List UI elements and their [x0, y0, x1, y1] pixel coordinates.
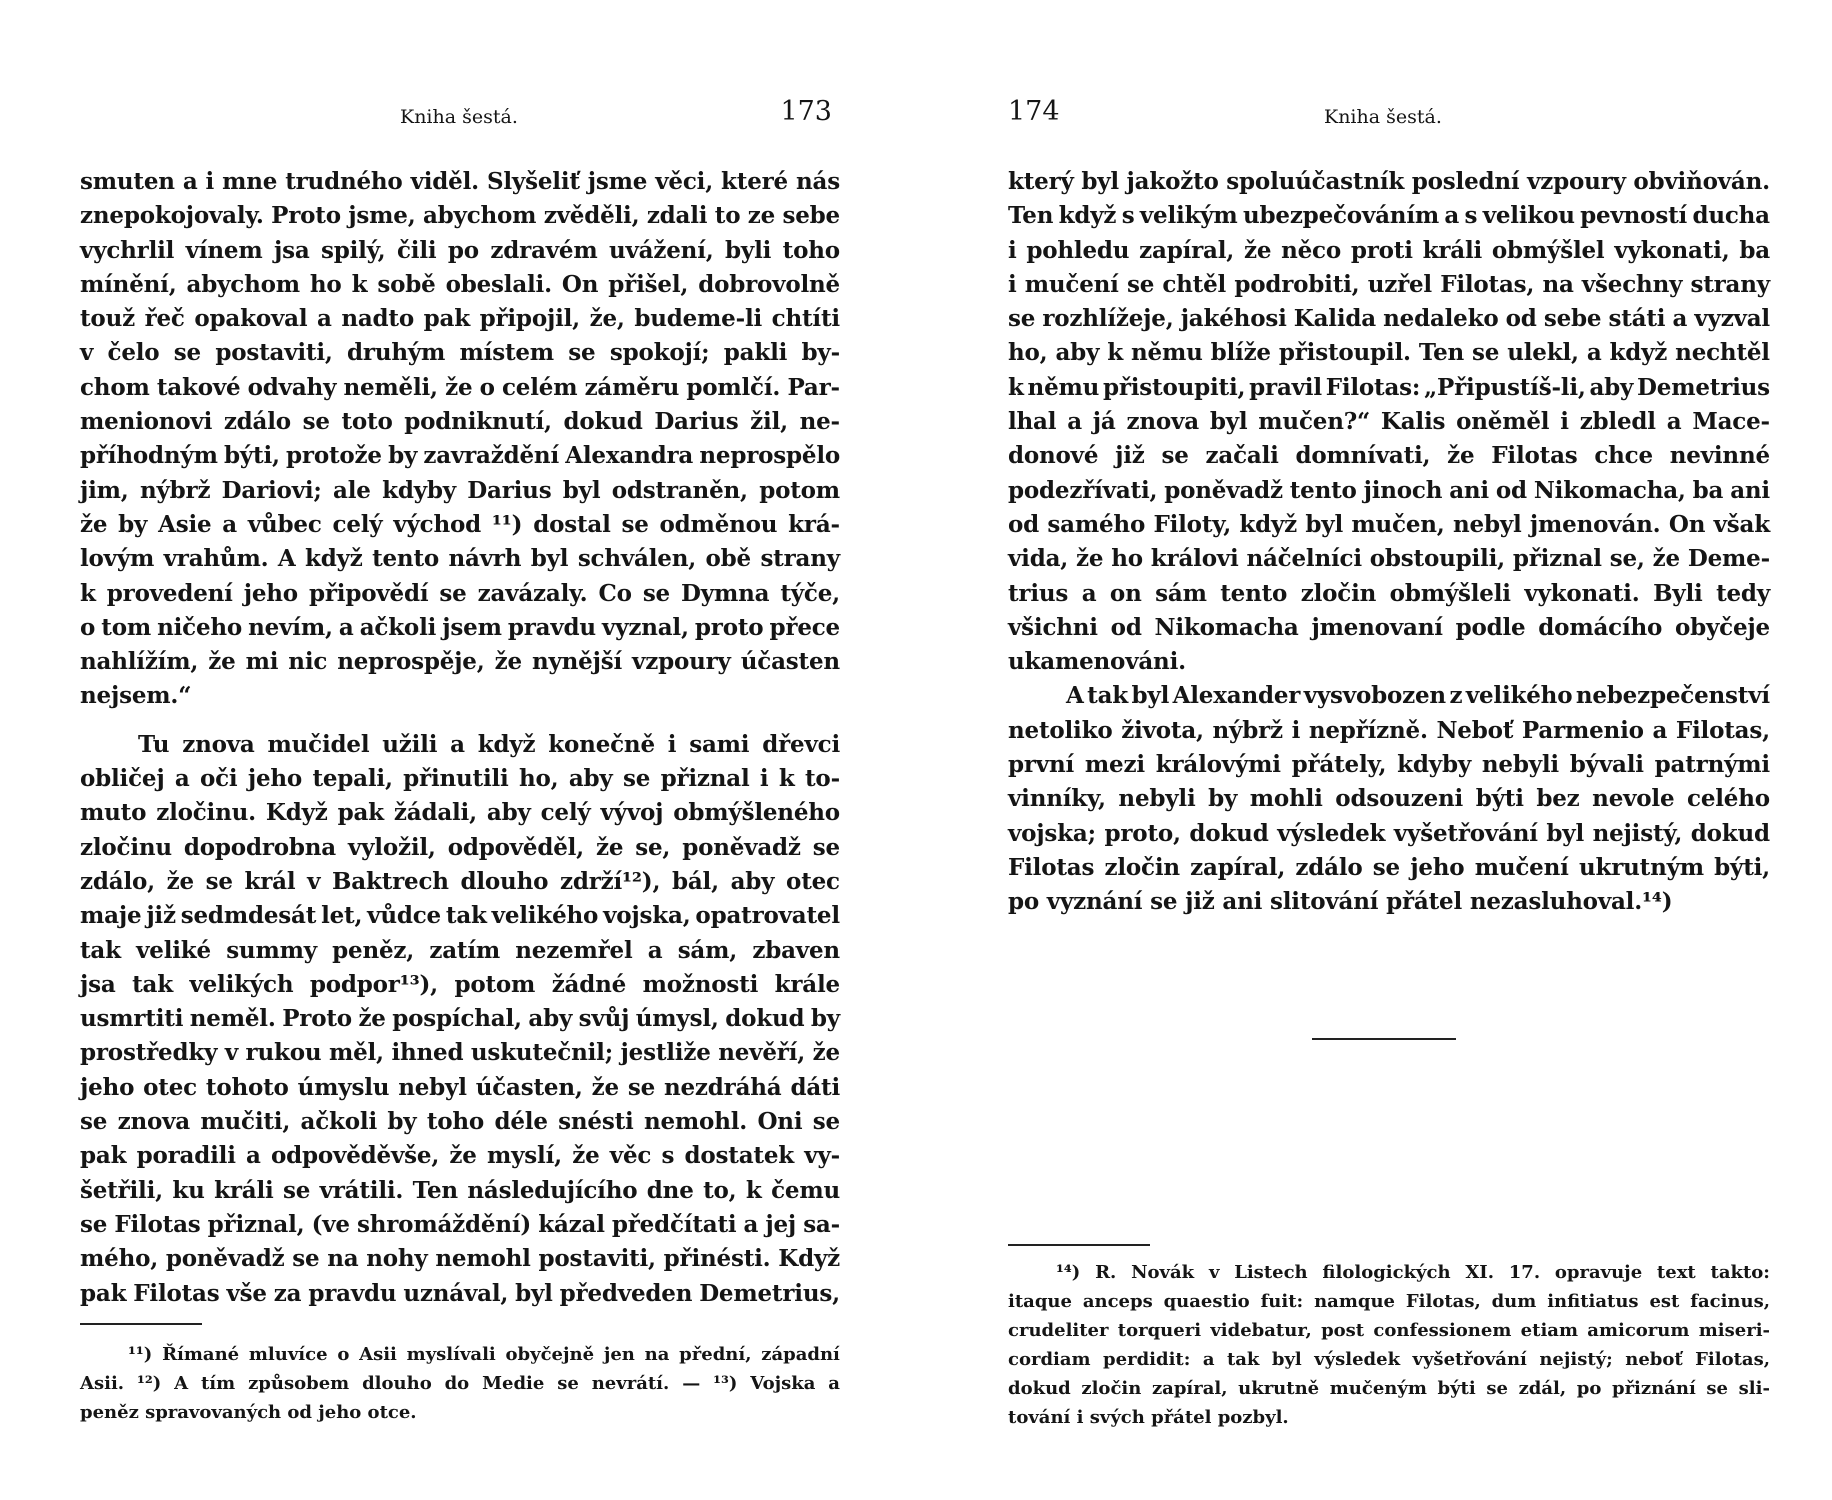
- text-line: trius a on sám tento zločin obmýšleli vykonati. Byli tedy: [1008, 579, 1770, 607]
- text-line: znepokojovaly. Proto jsme, abychom zvěděli, zdali to ze sebe: [80, 202, 840, 230]
- text-line: lhal a já znova byl mučen?“ Kalis oněměl i zbledl a Mace-: [1008, 408, 1770, 436]
- text-line: k provedení jeho připovědí se zavázaly. Co se Dymna týče,: [80, 579, 840, 607]
- text-line: ukamenováni.: [1008, 648, 1186, 676]
- text-line: netoliko života, nýbrž i nepřízně. Neboť Parmenio a Filotas,: [1008, 716, 1770, 744]
- text-line: i mučení se chtěl podrobiti, uzřel Filotas, na všechny strany: [1008, 270, 1770, 298]
- text-line: i pohledu zapíral, že něco proti králi obmýšlel vykonati, ba: [1008, 236, 1770, 264]
- left-page: [80, 0, 840, 1500]
- text-line: vinníky, nebyli by mohli odsouzeni býti bez nevole celého: [1008, 785, 1770, 813]
- footnote-line: ¹¹) Římané mluvíce o Asii myslívali obyčejně jen na přední, západní: [128, 1344, 840, 1365]
- paragraph: [1008, 165, 1770, 679]
- text-line: zdálo, že se král v Baktrech dlouho zdrží¹²), bál, aby otec: [80, 867, 840, 895]
- left-page-body: [80, 165, 840, 1311]
- text-line: o tom ničeho nevím, a ačkoli jsem pravdu vyznal, proto přece: [80, 613, 840, 641]
- text-line: nahlížím, že mi nic neprospěje, že nynější vzpoury účasten: [80, 648, 840, 676]
- text-line: maje již sedmdesát let, vůdce tak velikého vojska, opatrovatel: [80, 902, 840, 930]
- text-line: ho, aby k němu blíže přistoupil. Ten se ulekl, a když nechtěl: [1008, 339, 1770, 367]
- footnote-line: Asii. ¹²) A tím způsobem dlouho do Medie se nevrátí. — ¹³) Vojska a: [80, 1373, 840, 1394]
- footnote-rule: [80, 1323, 202, 1325]
- right-page-body: [1008, 165, 1770, 920]
- text-line: jim, nýbrž Dariovi; ale kdyby Darius byl odstraněn, potom: [80, 476, 840, 504]
- text-line: menionovi zdálo se toto podniknutí, dokud Darius žil, ne-: [80, 408, 840, 436]
- right-page-header: [1008, 96, 1770, 136]
- footnote-line: dokud zločin zapíral, ukrutně mučeným býti se zdál, po přiznání se sli-: [1008, 1378, 1770, 1399]
- text-line: vida, že ho královi náčelníci obstoupili, přiznal se, že Deme-: [1008, 545, 1770, 573]
- footnote-line: ¹⁴) R. Novák v Listech filologických XI. 17. opravuje text takto:: [1056, 1262, 1770, 1283]
- text-line: zločinu dopodrobna vyložil, odpověděl, že se, poněvadž se: [80, 833, 840, 861]
- text-line: Tu znova mučidel užili a když konečně i sami dřevci: [138, 730, 840, 758]
- running-head: Kniha šestá.: [1324, 106, 1442, 128]
- text-line: podezřívati, poněvadž tento jinoch ani od Nikomacha, ba ani: [1008, 476, 1770, 504]
- text-line: donové již se začali domnívati, že Filotas chce nevinné: [1008, 442, 1770, 470]
- text-line: jeho otec tohoto úmyslu nebyl účasten, že se nezdráhá dáti: [80, 1073, 840, 1101]
- text-line: mého, poněvadž se na nohy nemohl postaviti, přinésti. Když: [80, 1245, 840, 1273]
- chapter-end-rule: [1312, 1038, 1456, 1040]
- text-line: šetřili, ku králi se vrátili. Ten následujícího dne to, k čemu: [80, 1176, 840, 1204]
- text-line: po vyznání se již ani slitování přátel nezasluhoval.¹⁴): [1008, 888, 1673, 916]
- text-line: pak poradili a odpověděvše, že myslí, že věc s dostatek vy-: [80, 1142, 840, 1170]
- text-line: vychrlil vínem jsa spilý, čili po zdravém uvážení, byli toho: [80, 236, 840, 264]
- right-page: [1008, 0, 1770, 1500]
- text-line: se rozhlížeje, jakéhosi Kalida nedaleko od sebe státi a vyzval: [1008, 305, 1770, 333]
- text-line: Filotas zločin zapíral, zdálo se jeho mučení ukrutným býti,: [1008, 853, 1770, 881]
- footnote-line: tování i svých přátel pozbyl.: [1008, 1407, 1289, 1428]
- footnote-line: crudeliter torqueri videbatur, post confessionem etiam amicorum miseri-: [1008, 1320, 1770, 1341]
- text-line: že by Asie a vůbec celý východ ¹¹) dostal se odměnou krá-: [80, 510, 840, 538]
- text-line: který byl jakožto spoluúčastník poslední vzpoury obviňován.: [1008, 168, 1770, 195]
- page-number: 173: [780, 96, 832, 127]
- text-line: chom takové odvahy neměli, že o celém záměru pomlčí. Par-: [80, 373, 840, 401]
- footnote-line: cordiam perdidit: a tak byl výsledek vyšetřování nejistý; neboť Filotas,: [1008, 1349, 1770, 1370]
- footnotes: [80, 1340, 840, 1427]
- text-line: A tak byl Alexander vysvobozen z velikého nebezpečenství: [1066, 682, 1770, 710]
- text-line: usmrtiti neměl. Proto že pospíchal, aby svůj úmysl, dokud by: [80, 1005, 840, 1033]
- footnote-line: itaque anceps quaestio fuit: namque Filotas, dum infitiatus est facinus,: [1008, 1291, 1770, 1312]
- text-line: muto zločinu. Když pak žádali, aby celý vývoj obmýšleného: [80, 799, 840, 827]
- footnote-line: peněz spravovaných od jeho otce.: [80, 1402, 417, 1423]
- text-line: Ten když s velikým ubezpečováním a s velikou pevností ducha: [1008, 202, 1770, 230]
- paragraph: [80, 728, 840, 1311]
- text-line: příhodným býti, protože by zavraždění Alexandra neprospělo: [80, 442, 840, 470]
- paragraph: [80, 165, 840, 714]
- text-line: od samého Filoty, když byl mučen, nebyl jmenován. On však: [1008, 510, 1770, 538]
- text-line: vojska; proto, dokud výsledek vyšetřování byl nejistý, dokud: [1008, 819, 1770, 847]
- footnotes: [1008, 1258, 1770, 1432]
- text-line: touž řeč opakoval a nadto pak připojil, že, budeme-li chtíti: [80, 305, 840, 333]
- text-line: pak Filotas vše za pravdu uznával, byl předveden Demetrius,: [80, 1279, 840, 1307]
- footnote-rule: [1008, 1244, 1150, 1246]
- text-line: se znova mučiti, ačkoli by toho déle snésti nemohl. Oni se: [80, 1108, 840, 1136]
- text-line: smuten a i mne trudného viděl. Slyšeliť jsme věci, které nás: [80, 168, 840, 195]
- text-line: k němu přistoupiti, pravil Filotas: „Připustíš-li, aby Demetrius: [1008, 373, 1770, 401]
- text-line: prostředky v rukou měl, ihned uskutečnil; jestliže nevěří, že: [80, 1039, 840, 1067]
- text-line: všichni od Nikomacha jmenovaní podle domácího obyčeje: [1008, 613, 1770, 641]
- left-page-header: [80, 96, 840, 136]
- text-line: mínění, abychom ho k sobě obeslali. On přišel, dobrovolně: [80, 270, 840, 298]
- page-number: 174: [1008, 96, 1060, 127]
- text-line: se Filotas přiznal, (ve shromáždění) kázal předčítati a jej sa-: [80, 1210, 840, 1238]
- text-line: jsa tak velikých podpor¹³), potom žádné možnosti krále: [80, 970, 840, 998]
- text-line: lovým vrahům. A když tento návrh byl schválen, obě strany: [80, 545, 840, 573]
- text-line: v čelo se postaviti, druhým místem se spokojí; pakli by-: [80, 339, 840, 367]
- text-line: obličej a oči jeho tepali, přinutili ho, aby se přiznal i k to-: [80, 765, 840, 793]
- running-head: Kniha šestá.: [400, 106, 518, 128]
- text-line: první mezi královými přátely, kdyby nebyli bývali patrnými: [1008, 751, 1770, 779]
- text-line: nejsem.“: [80, 682, 192, 710]
- paragraph: [1008, 679, 1770, 919]
- text-line: tak veliké summy peněz, zatím nezemřel a sám, zbaven: [80, 936, 840, 964]
